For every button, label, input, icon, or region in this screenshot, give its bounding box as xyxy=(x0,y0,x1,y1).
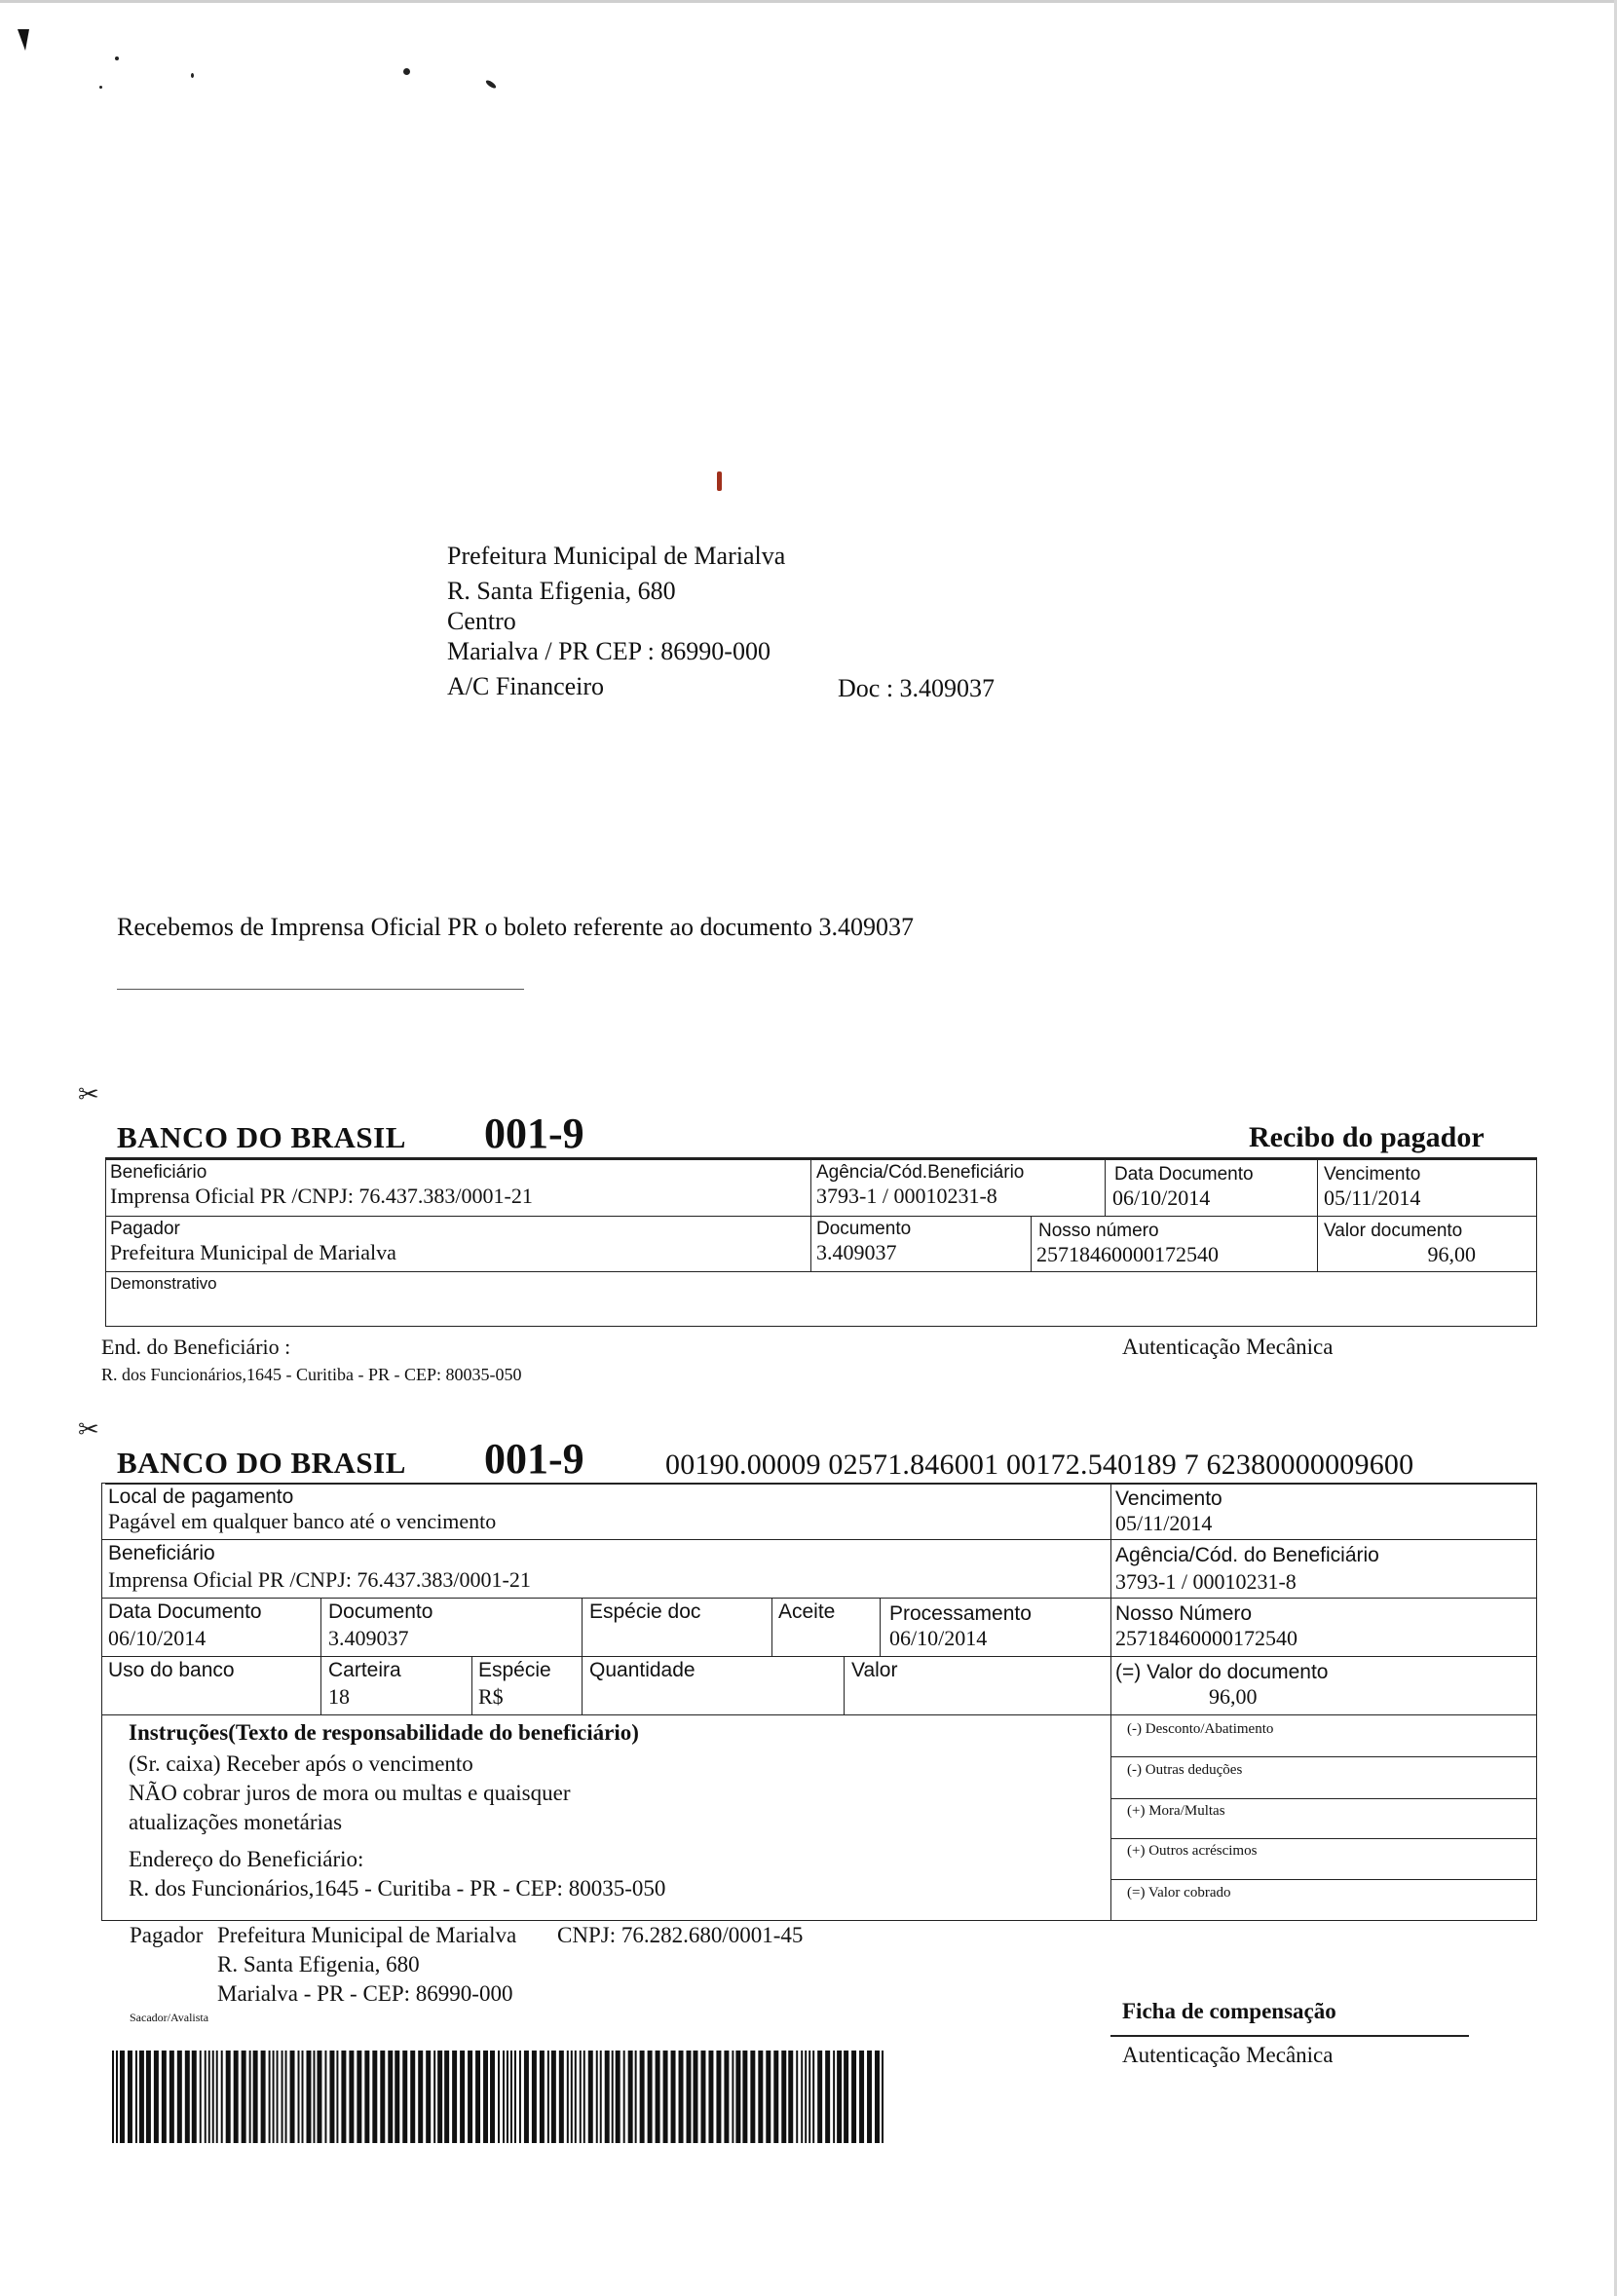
instrucao-line: atualizações monetárias xyxy=(129,1810,343,1834)
barcode-bar xyxy=(812,2051,814,2143)
ficha-row-divider xyxy=(101,1656,1537,1657)
barcode-bar xyxy=(146,2051,151,2143)
recibo-data-documento-value: 06/10/2014 xyxy=(1112,1186,1211,1210)
ficha-data-documento-label: Data Documento xyxy=(108,1600,262,1623)
barcode-bar xyxy=(575,2051,577,2143)
ficha-col-divider xyxy=(471,1656,472,1714)
barcode-bar xyxy=(395,2051,399,2143)
ficha-beneficiario-value: Imprensa Oficial PR /CNPJ: 76.437.383/0001-21 xyxy=(108,1567,531,1592)
barcode-bar xyxy=(282,2051,283,2143)
addressee-street: R. Santa Efigenia, 680 xyxy=(447,577,676,605)
barcode-bar xyxy=(307,2051,312,2143)
barcode-bar xyxy=(364,2051,369,2143)
barcode-bar xyxy=(452,2051,457,2143)
ficha-right-column-divider xyxy=(1110,1483,1111,1921)
barcode-bar xyxy=(169,2051,174,2143)
recibo-autenticacao: Autenticação Mecânica xyxy=(1122,1335,1334,1359)
ficha-bank-name: BANCO DO BRASIL xyxy=(117,1446,406,1480)
barcode-bar xyxy=(216,2051,218,2143)
instrucoes-block xyxy=(129,1750,665,1903)
ficha-col-divider xyxy=(771,1598,772,1656)
barcode-bar xyxy=(234,2051,239,2143)
processamento-value: 06/10/2014 xyxy=(889,1626,988,1650)
recibo-col-divider xyxy=(1031,1216,1032,1271)
ficha-row-divider xyxy=(101,1539,1537,1540)
barcode-bar xyxy=(116,2051,118,2143)
barcode-bar xyxy=(349,2051,354,2143)
doc-number: Doc : 3.409037 xyxy=(838,674,996,702)
ficha-col-divider xyxy=(320,1598,321,1714)
ficha-data-documento-value: 06/10/2014 xyxy=(108,1626,207,1650)
barcode-bar xyxy=(700,2051,705,2143)
deducao-divider xyxy=(1110,1798,1537,1799)
barcode-bar xyxy=(135,2051,137,2143)
barcode-bar xyxy=(547,2051,549,2143)
ficha-pagador-name: Prefeitura Municipal de Marialva xyxy=(217,1923,517,1947)
recibo-valor-documento-value: 96,00 xyxy=(1427,1242,1476,1266)
barcode-bar xyxy=(498,2051,500,2143)
barcode-bar xyxy=(514,2051,516,2143)
barcode-bar xyxy=(269,2051,271,2143)
barcode-bar xyxy=(596,2051,598,2143)
barcode-bar xyxy=(837,2051,842,2143)
barcode-bar xyxy=(742,2051,747,2143)
carteira-value: 18 xyxy=(328,1684,350,1709)
sacador-avalista-label: Sacador/Avalista xyxy=(130,2011,209,2024)
barcode-bar xyxy=(605,2051,610,2143)
barcode-bar xyxy=(750,2051,755,2143)
barcode-bar xyxy=(693,2051,697,2143)
especie-label: Espécie xyxy=(478,1659,551,1681)
barcode-bar xyxy=(221,2051,223,2143)
local-pagamento-value: Pagável em qualquer banco até o vencimento xyxy=(108,1509,497,1533)
outras-deducoes-label: (-) Outras deduções xyxy=(1127,1762,1243,1778)
barcode-bar xyxy=(524,2051,529,2143)
barcode-bar xyxy=(616,2051,620,2143)
instrucao-line: NÃO cobrar juros de mora ou multas e quaisquer xyxy=(129,1781,571,1805)
scan-speck xyxy=(115,56,119,60)
ficha-row-divider xyxy=(101,1714,1537,1715)
barcode-bar xyxy=(380,2051,385,2143)
scissors-icon: ✂ xyxy=(78,1079,99,1109)
recibo-title: Recibo do pagador xyxy=(1249,1121,1485,1153)
deducao-divider xyxy=(1110,1879,1537,1880)
barcode-bar xyxy=(483,2051,488,2143)
recibo-col-divider xyxy=(810,1159,811,1271)
receipt-note: Recebemos de Imprensa Oficial PR o boleto referente ao documento 3.409037 xyxy=(117,913,915,941)
barcode-bar xyxy=(336,2051,338,2143)
barcode-bar xyxy=(372,2051,377,2143)
recibo-documento-value: 3.409037 xyxy=(816,1240,897,1264)
barcode-bar xyxy=(437,2051,442,2143)
signature-line xyxy=(117,989,524,990)
barcode-bar xyxy=(212,2051,214,2143)
barcode-bar xyxy=(867,2051,872,2143)
ficha-vencimento-label: Vencimento xyxy=(1115,1487,1222,1510)
barcode-bar xyxy=(532,2051,537,2143)
recibo-data-documento-label: Data Documento xyxy=(1114,1164,1254,1185)
recibo-vencimento-value: 05/11/2014 xyxy=(1324,1186,1421,1210)
barcode-bar xyxy=(808,2051,810,2143)
barcode-bar xyxy=(781,2051,786,2143)
barcode-bar xyxy=(851,2051,856,2143)
barcode-bar xyxy=(833,2051,835,2143)
barcode-bar xyxy=(583,2051,585,2143)
barcode-bar xyxy=(503,2051,505,2143)
scan-speck xyxy=(403,68,410,75)
barcode-bar xyxy=(277,2051,279,2143)
barcode-bar xyxy=(551,2051,556,2143)
barcode-bar xyxy=(679,2051,684,2143)
ficha-col-divider xyxy=(880,1598,881,1656)
barcode-bar xyxy=(805,2051,807,2143)
barcode-bar xyxy=(444,2051,449,2143)
valor-cobrado-label: (=) Valor cobrado xyxy=(1127,1885,1231,1901)
deducao-divider xyxy=(1110,1838,1537,1839)
valor-do-documento-value: 96,00 xyxy=(1209,1684,1258,1709)
barcode-bar xyxy=(285,2051,287,2143)
barcode-bar xyxy=(410,2051,415,2143)
especie-value: R$ xyxy=(478,1684,504,1709)
barcode-bar xyxy=(162,2051,167,2143)
recibo-agencia-label: Agência/Cód.Beneficiário xyxy=(816,1162,1025,1183)
barcode-bar xyxy=(567,2051,569,2143)
instrucao-line: R. dos Funcionários,1645 - Curitiba - PR - CEP: 80035-050 xyxy=(129,1876,666,1901)
uso-banco-label: Uso do banco xyxy=(108,1659,235,1681)
ficha-nosso-numero-value: 25718460000172540 xyxy=(1115,1626,1297,1650)
deducao-divider xyxy=(1110,1756,1537,1757)
scissors-icon: ✂ xyxy=(78,1414,99,1444)
scan-speck xyxy=(485,79,498,90)
recibo-bank-name: BANCO DO BRASIL xyxy=(117,1120,406,1154)
barcode-bar xyxy=(796,2051,798,2143)
barcode xyxy=(112,2051,884,2143)
carteira-label: Carteira xyxy=(328,1659,401,1681)
barcode-bar xyxy=(875,2051,880,2143)
barcode-bar xyxy=(242,2051,246,2143)
ficha-pagador-label: Pagador xyxy=(130,1923,204,1947)
barcode-bar xyxy=(261,2051,266,2143)
barcode-bar xyxy=(635,2051,637,2143)
instrucao-line: Endereço do Beneficiário: xyxy=(129,1847,364,1871)
recibo-beneficiario-label: Beneficiário xyxy=(110,1162,207,1183)
barcode-bar xyxy=(177,2051,182,2143)
barcode-bar xyxy=(612,2051,614,2143)
barcode-bar xyxy=(708,2051,713,2143)
ficha-pagador-street: R. Santa Efigenia, 680 xyxy=(217,1952,420,1976)
barcode-bar xyxy=(540,2051,545,2143)
barcode-bar xyxy=(490,2051,495,2143)
ficha-documento-label: Documento xyxy=(328,1600,433,1623)
barcode-bar xyxy=(844,2051,848,2143)
barcode-bar xyxy=(128,2051,132,2143)
digitable-line: 00190.00009 02571.846001 00172.540189 7 62380000009600 xyxy=(665,1449,1414,1481)
ficha-col-divider xyxy=(582,1598,583,1714)
barcode-bar xyxy=(600,2051,602,2143)
ficha-agencia-label: Agência/Cód. do Beneficiário xyxy=(1115,1544,1379,1566)
recibo-pagador-label: Pagador xyxy=(110,1219,180,1239)
ficha-bank-code: 001-9 xyxy=(484,1435,584,1483)
barcode-bar xyxy=(192,2051,197,2143)
barcode-bar xyxy=(468,2051,472,2143)
scan-speck xyxy=(99,86,102,89)
local-pagamento-label: Local de pagamento xyxy=(108,1486,294,1508)
recibo-bank-code: 001-9 xyxy=(484,1110,584,1157)
barcode-bar xyxy=(735,2051,740,2143)
barcode-bar xyxy=(656,2051,660,2143)
barcode-bar xyxy=(687,2051,692,2143)
barcode-bar xyxy=(580,2051,582,2143)
barcode-bar xyxy=(671,2051,676,2143)
barcode-bar xyxy=(460,2051,465,2143)
recibo-row-divider xyxy=(105,1271,1537,1272)
barcode-bar xyxy=(788,2051,793,2143)
barcode-bar xyxy=(388,2051,393,2143)
barcode-bar xyxy=(402,2051,407,2143)
recibo-valor-documento-label: Valor documento xyxy=(1324,1221,1463,1241)
barcode-bar xyxy=(154,2051,159,2143)
barcode-bar xyxy=(329,2051,334,2143)
barcode-bar xyxy=(273,2051,275,2143)
barcode-bar xyxy=(510,2051,512,2143)
barcode-bar xyxy=(724,2051,729,2143)
instrucao-line: (Sr. caixa) Receber após o vencimento xyxy=(129,1751,473,1776)
barcode-bar xyxy=(313,2051,315,2143)
barcode-bar xyxy=(253,2051,258,2143)
recibo-agencia-value: 3793-1 / 00010231-8 xyxy=(816,1184,997,1208)
barcode-bar xyxy=(859,2051,864,2143)
ficha-pagador-cnpj: CNPJ: 76.282.680/0001-45 xyxy=(557,1923,804,1947)
barcode-bar xyxy=(418,2051,423,2143)
ficha-row-divider xyxy=(101,1598,1537,1599)
addressee-attention: A/C Financeiro xyxy=(447,672,605,700)
recibo-nosso-numero-label: Nosso número xyxy=(1038,1221,1159,1241)
outros-acrescimos-label: (+) Outros acréscimos xyxy=(1127,1843,1258,1859)
barcode-bar xyxy=(628,2051,633,2143)
recibo-end-beneficiario-value: R. dos Funcionários,1645 - Curitiba - PR - CEP: 80035-050 xyxy=(101,1365,522,1384)
scan-speck xyxy=(191,73,194,78)
ficha-agencia-value: 3793-1 / 00010231-8 xyxy=(1115,1569,1297,1594)
barcode-bar xyxy=(825,2051,830,2143)
recibo-col-divider xyxy=(1105,1159,1106,1216)
ficha-vencimento-value: 05/11/2014 xyxy=(1115,1511,1213,1535)
barcode-bar xyxy=(298,2051,300,2143)
desconto-abatimento-label: (-) Desconto/Abatimento xyxy=(1127,1721,1274,1737)
ficha-autenticacao: Autenticação Mecânica xyxy=(1122,2043,1334,2067)
especie-doc-label: Espécie doc xyxy=(589,1600,701,1623)
recibo-documento-label: Documento xyxy=(816,1219,912,1239)
recibo-col-divider xyxy=(1317,1159,1318,1271)
barcode-bar xyxy=(249,2051,251,2143)
ficha-title-rule xyxy=(1110,2035,1469,2037)
ficha-col-divider xyxy=(844,1656,845,1714)
barcode-bar xyxy=(475,2051,480,2143)
barcode-bar xyxy=(571,2051,573,2143)
barcode-bar xyxy=(302,2051,304,2143)
addressee-block xyxy=(447,541,785,701)
barcode-bar xyxy=(623,2051,625,2143)
barcode-bar xyxy=(357,2051,361,2143)
addressee-name: Prefeitura Municipal de Marialva xyxy=(447,542,786,570)
barcode-bar xyxy=(663,2051,668,2143)
barcode-bar xyxy=(341,2051,346,2143)
recibo-end-beneficiario-label: End. do Beneficiário : xyxy=(101,1335,291,1359)
recibo-vencimento-label: Vencimento xyxy=(1324,1164,1421,1185)
barcode-bar xyxy=(801,2051,803,2143)
barcode-bar xyxy=(120,2051,125,2143)
valor-do-documento-label: (=) Valor do documento xyxy=(1115,1661,1329,1683)
barcode-bar xyxy=(317,2051,321,2143)
barcode-bar xyxy=(185,2051,190,2143)
aceite-label: Aceite xyxy=(778,1600,836,1623)
barcode-bar xyxy=(324,2051,326,2143)
scan-mark xyxy=(18,29,29,51)
barcode-bar xyxy=(758,2051,763,2143)
barcode-bar xyxy=(290,2051,295,2143)
barcode-bar xyxy=(716,2051,721,2143)
ficha-documento-value: 3.409037 xyxy=(328,1626,409,1650)
ficha-nosso-numero-label: Nosso Número xyxy=(1115,1602,1253,1625)
barcode-bar xyxy=(208,2051,210,2143)
ink-mark xyxy=(717,471,722,491)
barcode-bar xyxy=(766,2051,771,2143)
instrucoes-title: Instruções(Texto de responsabilidade do beneficiário) xyxy=(129,1720,639,1745)
barcode-bar xyxy=(139,2051,144,2143)
barcode-bar xyxy=(426,2051,431,2143)
barcode-bar xyxy=(205,2051,207,2143)
recibo-nosso-numero-value: 25718460000172540 xyxy=(1036,1242,1219,1266)
recibo-demonstrativo-label: Demonstrativo xyxy=(110,1274,217,1293)
barcode-bar xyxy=(773,2051,778,2143)
addressee-city: Marialva / PR CEP : 86990-000 xyxy=(447,637,771,665)
barcode-bar xyxy=(433,2051,435,2143)
ficha-pagador-city: Marialva - PR - CEP: 86990-000 xyxy=(217,1981,513,2006)
barcode-bar xyxy=(200,2051,202,2143)
recibo-pagador-value: Prefeitura Municipal de Marialva xyxy=(110,1240,396,1264)
ficha-compensacao-title: Ficha de compensação xyxy=(1122,1999,1336,2023)
processamento-label: Processamento xyxy=(889,1602,1032,1625)
barcode-bar xyxy=(507,2051,508,2143)
recibo-row-divider xyxy=(105,1216,1537,1217)
scan-edge-top xyxy=(0,0,1617,3)
barcode-bar xyxy=(226,2051,231,2143)
barcode-bar xyxy=(519,2051,521,2143)
quantidade-label: Quantidade xyxy=(589,1659,696,1681)
barcode-bar xyxy=(112,2051,114,2143)
recibo-beneficiario-value: Imprensa Oficial PR /CNPJ: 76.437.383/0001-21 xyxy=(110,1184,533,1208)
valor-label: Valor xyxy=(851,1659,898,1681)
addressee-district: Centro xyxy=(447,607,516,635)
barcode-bar xyxy=(588,2051,593,2143)
barcode-bar xyxy=(648,2051,653,2143)
barcode-bar xyxy=(882,2051,884,2143)
ficha-beneficiario-label: Beneficiário xyxy=(108,1542,215,1564)
barcode-bar xyxy=(559,2051,564,2143)
barcode-bar xyxy=(817,2051,822,2143)
barcode-bar xyxy=(732,2051,733,2143)
barcode-bar xyxy=(640,2051,645,2143)
mora-multas-label: (+) Mora/Multas xyxy=(1127,1803,1225,1819)
